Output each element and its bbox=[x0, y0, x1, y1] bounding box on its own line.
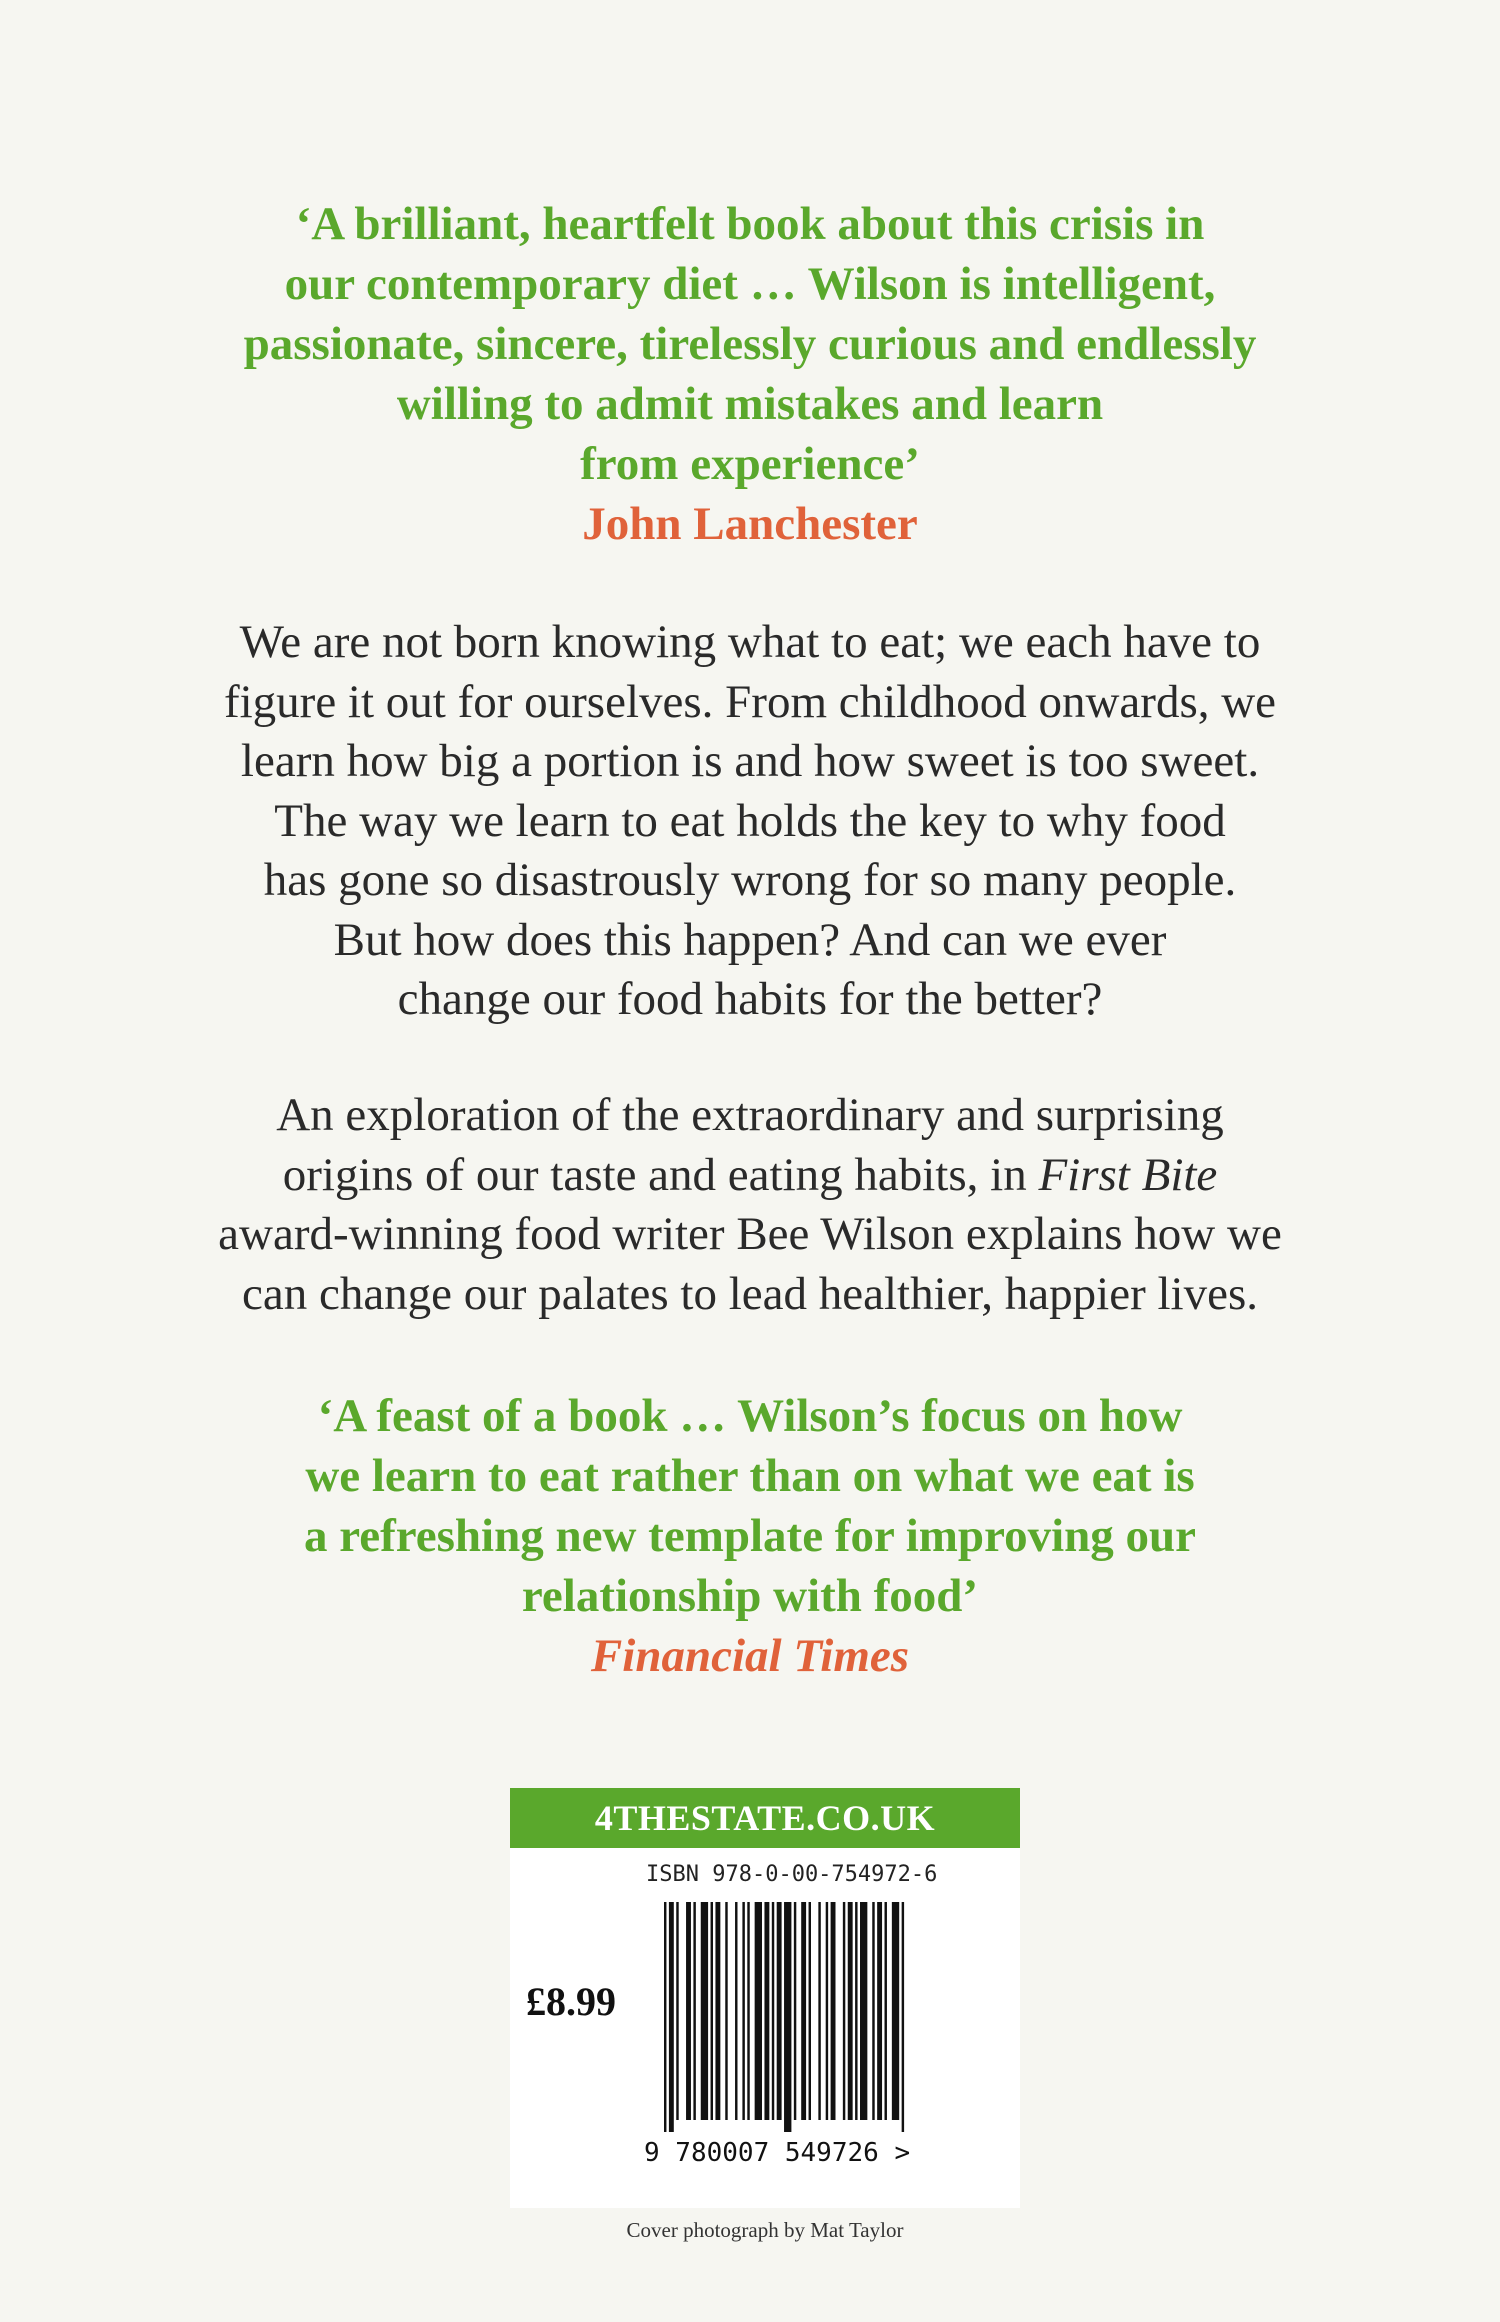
blurb-line bbox=[150, 1146, 1350, 1206]
quote-line: from experience’ bbox=[580, 438, 920, 490]
barcode-panel bbox=[510, 1788, 1020, 2208]
barcode-bar bbox=[885, 1902, 887, 2120]
barcode-bar bbox=[892, 1902, 899, 2120]
quote-line: willing to admit mistakes and learn bbox=[396, 378, 1104, 430]
book-title: First Bite bbox=[1038, 1148, 1218, 1201]
barcode-bar bbox=[747, 1902, 749, 2120]
isbn-text: ISBN 978-0-00-754972-6 bbox=[646, 1862, 938, 1887]
barcode-bar bbox=[777, 1902, 782, 2120]
barcode-bar bbox=[701, 1902, 708, 2120]
blurb-line: An exploration of the extraordinary and surprising bbox=[276, 1089, 1224, 1141]
barcode-bar bbox=[818, 1902, 820, 2120]
barcode-bar bbox=[902, 1902, 904, 2132]
barcode-bar bbox=[801, 1902, 806, 2120]
barcode-bar bbox=[764, 1902, 769, 2120]
blurb-line: But how does this happen? And can we ever bbox=[333, 913, 1167, 966]
blurb-line: can change our palates to lead healthier, happier lives. bbox=[241, 1267, 1258, 1320]
barcode-bar bbox=[843, 1902, 845, 2120]
blurb-line: learn how big a portion is and how sweet is too sweet. bbox=[240, 735, 1260, 787]
barcode-bar bbox=[735, 1902, 737, 2120]
price-label: £8.99 bbox=[526, 1979, 616, 2024]
barcode-bar bbox=[676, 1902, 678, 2120]
barcode-bar bbox=[831, 1902, 836, 2120]
barcode-bar bbox=[855, 1902, 857, 2120]
barcode-bar bbox=[664, 1902, 666, 2132]
quote-attribution: Financial Times bbox=[590, 1630, 910, 1682]
barcode-bar bbox=[872, 1902, 874, 2120]
blurb-line: has gone so disastrously wrong for so many people. bbox=[263, 854, 1237, 906]
barcode-bar bbox=[715, 1902, 720, 2120]
quote-line: a refreshing new template for improving our bbox=[303, 1510, 1197, 1562]
publisher-website: 4THESTATE.CO.UK bbox=[510, 1788, 1020, 1848]
barcode-digits: 9 780007 549726 > bbox=[644, 2138, 911, 2168]
quote-line: relationship with food’ bbox=[521, 1570, 979, 1622]
barcode-bar bbox=[686, 1902, 691, 2120]
blurb-line: The way we learn to eat holds the key to why food bbox=[274, 794, 1226, 847]
quote-line: passionate, sincere, tirelessly curious and endlessly bbox=[243, 318, 1257, 370]
blurb-line: We are not born knowing what to eat; we each have to bbox=[239, 616, 1261, 668]
quote-attribution: John Lanchester bbox=[582, 498, 918, 550]
blurb-line: award-winning food writer Bee Wilson explains how we bbox=[218, 1208, 1282, 1260]
quote-line: ‘A feast of a book … Wilson’s focus on how bbox=[317, 1390, 1183, 1442]
blurb-line: figure it out for ourselves. From childhood onwards, we bbox=[223, 675, 1277, 728]
blurb-paragraph-1 bbox=[150, 613, 1350, 1030]
barcode-bar bbox=[877, 1902, 882, 2120]
blurb-line-prefix: origins of our taste and eating habits, in bbox=[282, 1148, 1039, 1201]
cover-photo-credit: Cover photograph by Mat Taylor bbox=[626, 2218, 904, 2242]
quote-line: our contemporary diet … Wilson is intelligent, bbox=[284, 258, 1216, 310]
barcode-bar bbox=[784, 1902, 791, 2132]
barcode-bar bbox=[826, 1902, 828, 2120]
quote-line: we learn to eat rather than on what we eat is bbox=[305, 1450, 1195, 1502]
barcode-bar bbox=[669, 1902, 674, 2132]
barcode-bar bbox=[848, 1902, 853, 2120]
barcode-bar bbox=[742, 1902, 744, 2120]
barcode-bar bbox=[755, 1902, 762, 2120]
review-quote-financial-times bbox=[150, 1386, 1350, 1686]
blurb-line: change our food habits for the better? bbox=[397, 973, 1103, 1025]
barcode-image bbox=[662, 1902, 992, 2132]
barcode-bar bbox=[772, 1902, 774, 2120]
barcode-bar bbox=[809, 1902, 811, 2120]
review-quote-lanchester bbox=[150, 194, 1350, 554]
barcode-bar bbox=[794, 1902, 796, 2120]
barcode-bar bbox=[725, 1902, 727, 2120]
blurb-paragraph-2 bbox=[150, 1086, 1350, 1324]
barcode-bar bbox=[693, 1902, 695, 2120]
barcode-bar bbox=[860, 1902, 867, 2120]
quote-line: ‘A brilliant, heartfelt book about this crisis in bbox=[295, 198, 1205, 250]
barcode-bar bbox=[711, 1902, 713, 2120]
